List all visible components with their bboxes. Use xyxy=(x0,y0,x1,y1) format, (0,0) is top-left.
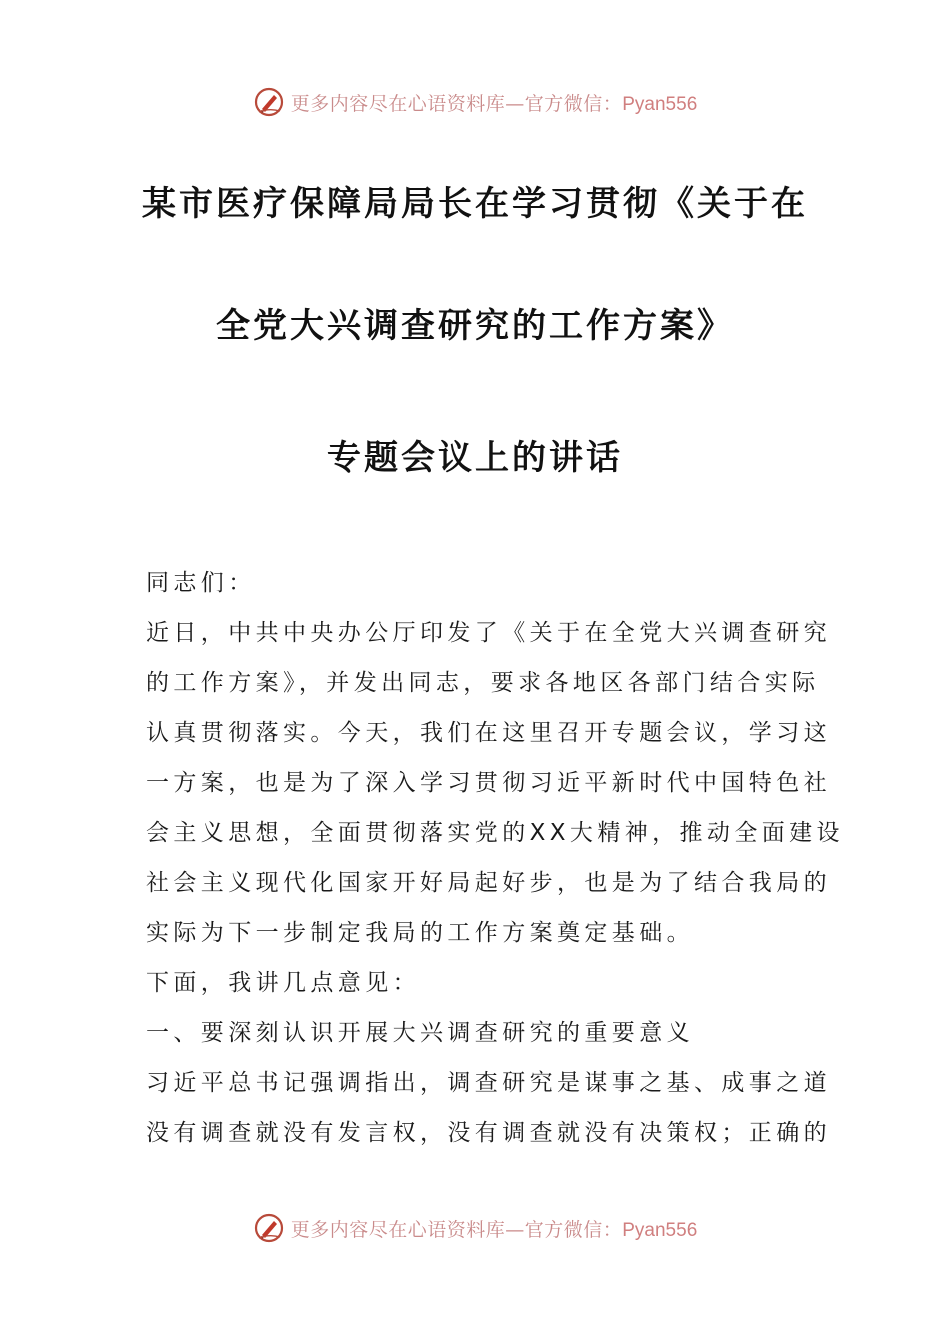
paragraph-2-line: 没有调查就没有发言权，没有调查就没有决策权；正确的 xyxy=(146,1120,831,1146)
document-title-line-2: 全党大兴调查研究的工作方案》 xyxy=(216,306,734,346)
pen-logo-icon xyxy=(253,86,285,118)
document-title-line-3: 专题会议上的讲话 xyxy=(327,438,623,478)
document-title-line-1: 某市医疗保障局局长在学习贯彻《关于在 xyxy=(142,184,808,224)
salutation: 同志们： xyxy=(146,570,256,596)
paragraph-1-line: 社会主义现代化国家开好局起好步，也是为了结合我局的 xyxy=(146,870,831,896)
section-heading-1: 一、要深刻认识开展大兴调查研究的重要意义 xyxy=(146,1020,694,1046)
paragraph-2-line: 习近平总书记强调指出，调查研究是谋事之基、成事之道 xyxy=(146,1070,831,1096)
watermark-text: 更多内容尽在心语资料库—官方微信：Pyan556 xyxy=(290,92,698,115)
paragraph-1-line: 认真贯彻落实。今天，我们在这里召开专题会议，学习这 xyxy=(146,720,831,746)
pen-logo-icon xyxy=(253,1212,285,1244)
watermark-footer xyxy=(0,1208,950,1248)
paragraph-1-line: 的工作方案》，并发出同志，要求各地区各部门结合实际 xyxy=(146,670,820,696)
watermark-header xyxy=(0,82,950,122)
intro-line: 下面，我讲几点意见： xyxy=(146,970,420,996)
paragraph-1-line: 会主义思想，全面贯彻落实党的XX大精神，推动全面建设 xyxy=(146,820,844,846)
watermark-text: 更多内容尽在心语资料库—官方微信：Pyan556 xyxy=(290,1218,698,1241)
paragraph-1-line: 近日，中共中央办公厅印发了《关于在全党大兴调查研究 xyxy=(146,620,831,646)
document-body xyxy=(146,558,844,1158)
paragraph-1-line: 一方案，也是为了深入学习贯彻习近平新时代中国特色社 xyxy=(146,770,831,796)
paragraph-1-line: 实际为下一步制定我局的工作方案奠定基础。 xyxy=(146,920,694,946)
